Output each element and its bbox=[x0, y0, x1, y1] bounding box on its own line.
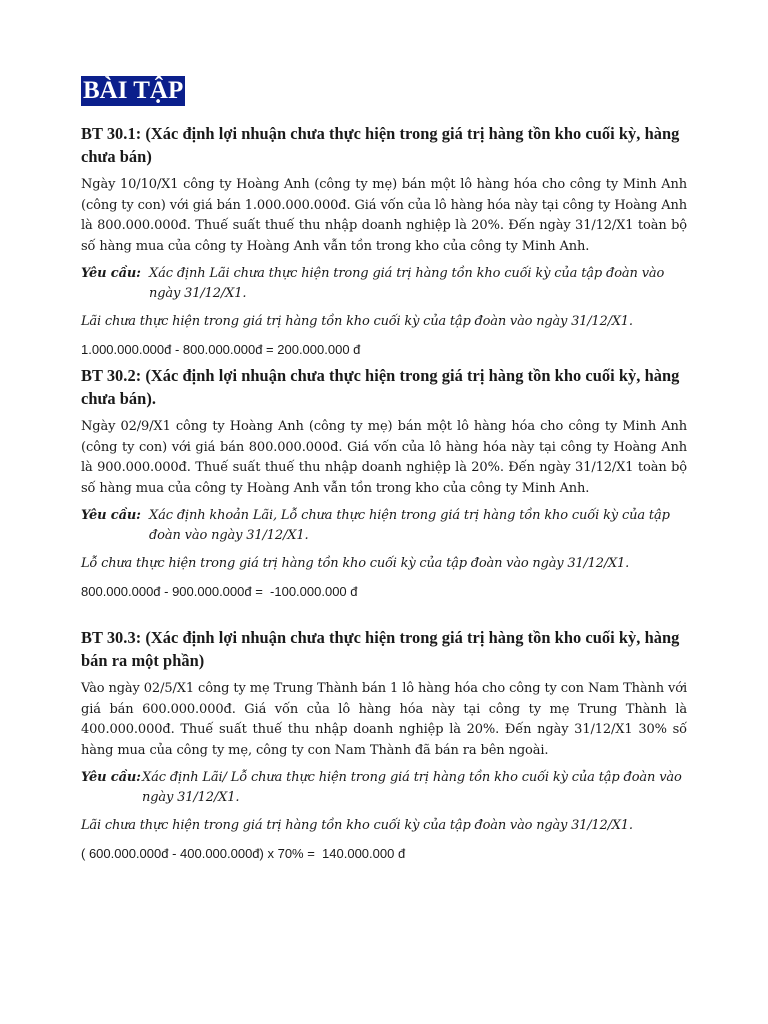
exercise-paragraph: Ngày 10/10/X1 công ty Hoàng Anh (công ty mẹ) bán một lô hàng hóa cho công ty Minh Anh (công ty con) với giá bán 1.000.000.000đ. Giá vốn của lô hàng hóa này tại công ty Hoàng Anh là 800.000.000đ. Thuế suất thuế thu nhập doanh nghiệp là 20%. Đến ngày 31/12/X1 toàn bộ số hàng mua của công ty Hoàng Anh vẫn tồn trong kho của công ty Minh Anh. bbox=[81, 177, 687, 254]
exercise-heading: BT 30.1: (Xác định lợi nhuận chưa thực hiện trong giá trị hàng tồn kho cuối kỳ, hàng chưa bán) bbox=[81, 124, 680, 166]
answer-calculation: 800.000.000đ - 900.000.000đ = -100.000.000 đ bbox=[81, 584, 358, 599]
exercise-paragraph: Vào ngày 02/5/X1 công ty mẹ Trung Thành bán 1 lô hàng hóa cho công ty con Nam Thành với giá bán 600.000.000đ. Giá vốn của lô hàng hóa này tại công ty mẹ Trung Thành là 400.000.000đ. Thuế suất thuế thu nhập doanh nghiệp là 20%. Đến ngày 31/12/X1 30% số hàng mua của công ty mẹ, công ty con Nam Thành đã bán ra bên ngoài. bbox=[81, 681, 687, 758]
exercise-30-2 bbox=[81, 364, 687, 602]
requirement-label: Yêu cầu: bbox=[81, 508, 141, 523]
exercise-30-1 bbox=[81, 122, 687, 360]
requirement-label: Yêu cầu: bbox=[81, 770, 141, 785]
exercise-heading: BT 30.3: (Xác định lợi nhuận chưa thực hiện trong giá trị hàng tồn kho cuối kỳ, hàng bán ra một phần) bbox=[81, 628, 680, 670]
requirement-text: Xác định Lãi chưa thực hiện trong giá trị hàng tồn kho cuối kỳ của tập đoàn vào ngày 31/12/X1. bbox=[149, 266, 665, 301]
requirement-text: Xác định Lãi/ Lỗ chưa thực hiện trong giá trị hàng tồn kho cuối kỳ của tập đoàn vào ngày 31/12/X1. bbox=[142, 770, 682, 805]
answer-note: Lãi chưa thực hiện trong giá trị hàng tồn kho cuối kỳ của tập đoàn vào ngày 31/12/X1. bbox=[81, 818, 633, 833]
requirement bbox=[81, 506, 687, 546]
requirement bbox=[81, 264, 687, 304]
exercise-paragraph: Ngày 02/9/X1 công ty Hoàng Anh (công ty mẹ) bán một lô hàng hóa cho công ty Minh Anh (công ty con) với giá bán 800.000.000đ. Giá vốn của lô hàng hóa này tại công ty Hoàng Anh là 900.000.000đ. Thuế suất thuế thu nhập doanh nghiệp là 20%. Đến ngày 31/12/X1 toàn bộ số hàng mua của công ty Hoàng Anh vẫn tồn trong kho của công ty Minh Anh. bbox=[81, 419, 687, 496]
document-page bbox=[81, 76, 687, 866]
requirement bbox=[81, 768, 687, 808]
answer-note: Lãi chưa thực hiện trong giá trị hàng tồn kho cuối kỳ của tập đoàn vào ngày 31/12/X1. bbox=[81, 314, 633, 329]
answer-calculation: 1.000.000.000đ - 800.000.000đ = 200.000.000 đ bbox=[81, 342, 361, 357]
page-title: BÀI TẬP bbox=[83, 77, 184, 104]
answer-note: Lỗ chưa thực hiện trong giá trị hàng tồn kho cuối kỳ của tập đoàn vào ngày 31/12/X1. bbox=[81, 556, 630, 571]
requirement-label: Yêu cầu: bbox=[81, 266, 141, 281]
exercise-heading: BT 30.2: (Xác định lợi nhuận chưa thực hiện trong giá trị hàng tồn kho cuối kỳ, hàng chưa bán). bbox=[81, 366, 680, 408]
requirement-text: Xác định khoản Lãi, Lỗ chưa thực hiện trong giá trị hàng tồn kho cuối kỳ của tập đoàn vào ngày 31/12/X1. bbox=[149, 508, 670, 543]
answer-calculation: ( 600.000.000đ - 400.000.000đ) x 70% = 140.000.000 đ bbox=[81, 846, 406, 861]
exercise-30-3 bbox=[81, 626, 687, 864]
